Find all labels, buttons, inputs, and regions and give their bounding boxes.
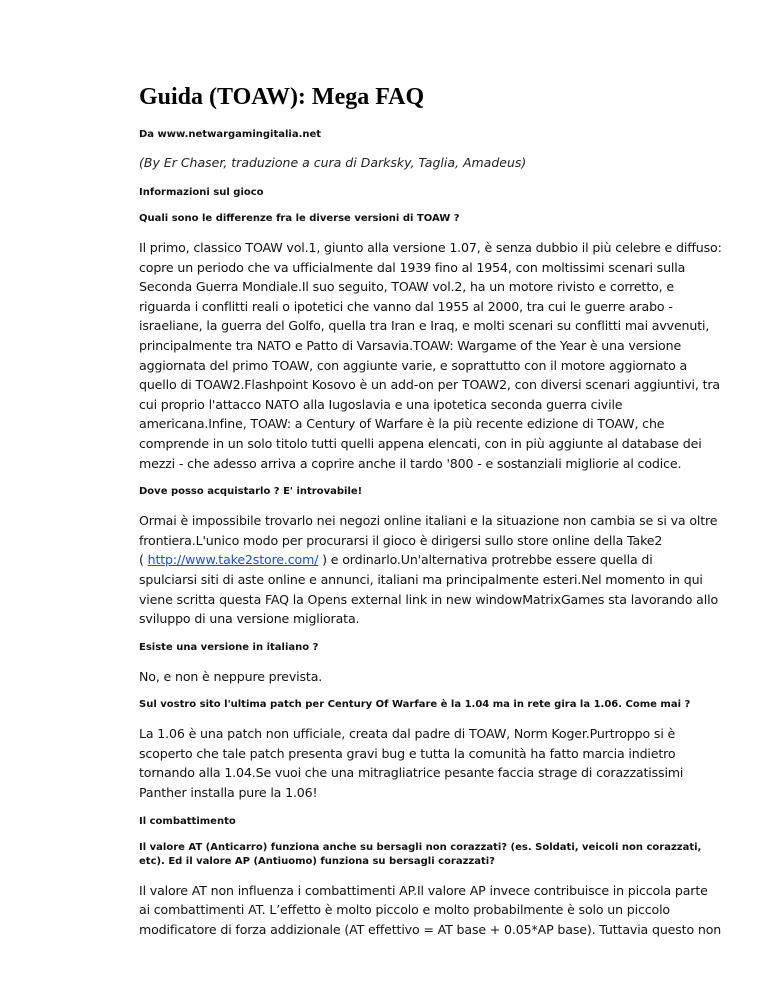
question-line: etc). Ed il valore AP (Antiuomo) funziona su bersagli corazzati? bbox=[139, 855, 495, 867]
source-line: Da www.netwargamingitalia.net bbox=[139, 129, 322, 140]
answer-line: Seconda Guerra Mondiale.Il suo seguito, TOAW vol.2, ha un motore rivisto e corretto, e bbox=[139, 279, 674, 295]
answer-line: americana.Infine, TOAW: a Century of Warfare è la più recente edizione di TOAW, che bbox=[139, 416, 665, 432]
answer-line: aggiornata del primo TOAW, con aggiunte varie, e soprattutto con il motore aggiornato a bbox=[139, 357, 688, 373]
document-content bbox=[139, 82, 722, 951]
answer-line: ai combattimenti AT. L’effetto è molto piccolo e molto probabilmente è solo un piccolo bbox=[139, 902, 670, 918]
question-purchase: Dove posso acquistarlo ? E' introvabile! bbox=[139, 486, 363, 498]
answer-purchase bbox=[139, 511, 718, 629]
answer-line: Il valore AT non influenza i combattimenti AP.Il valore AP invece contribuisce in piccola parte bbox=[139, 882, 708, 898]
answer-line: cui proprio l'attacco NATO alla Iugoslavia e una ipotetica seconda guerra civile bbox=[139, 396, 623, 412]
answer-line: frontiera.L'unico modo per procurarsi il gioco è dirigersi sullo store online della Take2 bbox=[139, 532, 663, 548]
question-patch: Sul vostro sito l'ultima patch per Century Of Warfare è la 1.04 ma in rete gira la 1.06. Come mai ? bbox=[139, 699, 691, 711]
answer-line: tornando alla 1.04.Se vuoi che una mitragliatrice pesante faccia strage di corazzatissimi bbox=[139, 765, 684, 781]
section-heading-combat: Il combattimento bbox=[139, 815, 236, 827]
answer-line: Panther installa pure la 1.06! bbox=[139, 785, 318, 801]
answer-line: copre un periodo che va ufficialmente dal 1939 fino al 1954, con moltissimi scenari sulla bbox=[139, 259, 686, 275]
answer-line: principalmente tra NATO e Patto di Varsavia.TOAW: Wargame of the Year è una versione bbox=[139, 337, 682, 353]
section-heading-info: Informazioni sul gioco bbox=[139, 187, 264, 198]
answer-line-with-link bbox=[139, 550, 679, 570]
paren-open: ( bbox=[139, 552, 148, 568]
answer-line: mezzi - che adesso arriva a coprire anche il tardo '800 - e sostanziali migliorie al codice. bbox=[139, 455, 682, 471]
answer-line: La 1.06 è una patch non ufficiale, creata dal padre di TOAW, Norm Koger.Purtroppo si è bbox=[139, 726, 676, 742]
answer-line: Il primo, classico TOAW vol.1, giunto alla versione 1.07, è senza dubbio il più celebre e diffuso: bbox=[139, 240, 722, 255]
question-at-ap bbox=[139, 841, 702, 869]
answer-line: comprende in un solo titolo tutti quelli appena elencati, con in più aggiunte al database dei bbox=[139, 435, 702, 451]
answer-line: viene scritta questa FAQ la Opens external link in new windowMatrixGames sta lavorando allo bbox=[139, 591, 718, 607]
answer-patch bbox=[139, 724, 684, 802]
link-trailing-text: ) e ordinarlo.Un'alternativa protrebbe essere quella di bbox=[318, 552, 653, 568]
page-title: Guida (TOAW): Mega FAQ bbox=[139, 84, 425, 110]
question-italian: Esiste una versione in italiano ? bbox=[139, 641, 319, 653]
answer-line: riguarda i conflitti reali o ipotetici che vanno dal 1955 al 2000, tra cui le guerre arabo - bbox=[139, 298, 673, 314]
answer-line: Ormai è impossibile trovarlo nei negozi online italiani e la situazione non cambia se si va oltre bbox=[139, 513, 718, 529]
take2store-link[interactable]: http://www.take2store.com/ bbox=[147, 552, 319, 568]
answer-line: modificatore di forza addizionale (AT effettivo = AT base + 0.05*AP base). Tuttavia questo non bbox=[139, 921, 722, 937]
answer-line: quello di TOAW2.Flashpoint Kosovo è un add-on per TOAW2, con diversi scenari aggiuntivi, tra bbox=[139, 377, 720, 393]
answer-line: israeliane, la guerra del Golfo, quella tra Iran e Iraq, e molti scenari su conflitti mai avvenuti, bbox=[139, 318, 710, 334]
answer-line: scoperto che tale patch presenta gravi bug e tutta la comunità ha fatto marcia indietro bbox=[139, 745, 676, 761]
credits-line: (By Er Chaser, traduzione a cura di Darksky, Taglia, Amadeus) bbox=[139, 155, 527, 170]
answer-line: No, e non è neppure prevista. bbox=[139, 668, 323, 684]
answer-italian bbox=[139, 667, 679, 687]
answer-line: spulciarsi siti di aste online e annunci, italiani ma principalmente esteri.Nel momento in qui bbox=[139, 571, 703, 587]
answer-at-ap bbox=[139, 881, 722, 940]
answer-versions bbox=[139, 238, 722, 473]
answer-line: sviluppo di una versione migliorata. bbox=[139, 611, 360, 627]
question-versions: Quali sono le differenze fra le diverse versioni di TOAW ? bbox=[139, 213, 460, 224]
question-line: Il valore AT (Anticarro) funziona anche su bersagli non corazzati? (es. Soldati, veicoli non corazzati, bbox=[139, 841, 702, 853]
